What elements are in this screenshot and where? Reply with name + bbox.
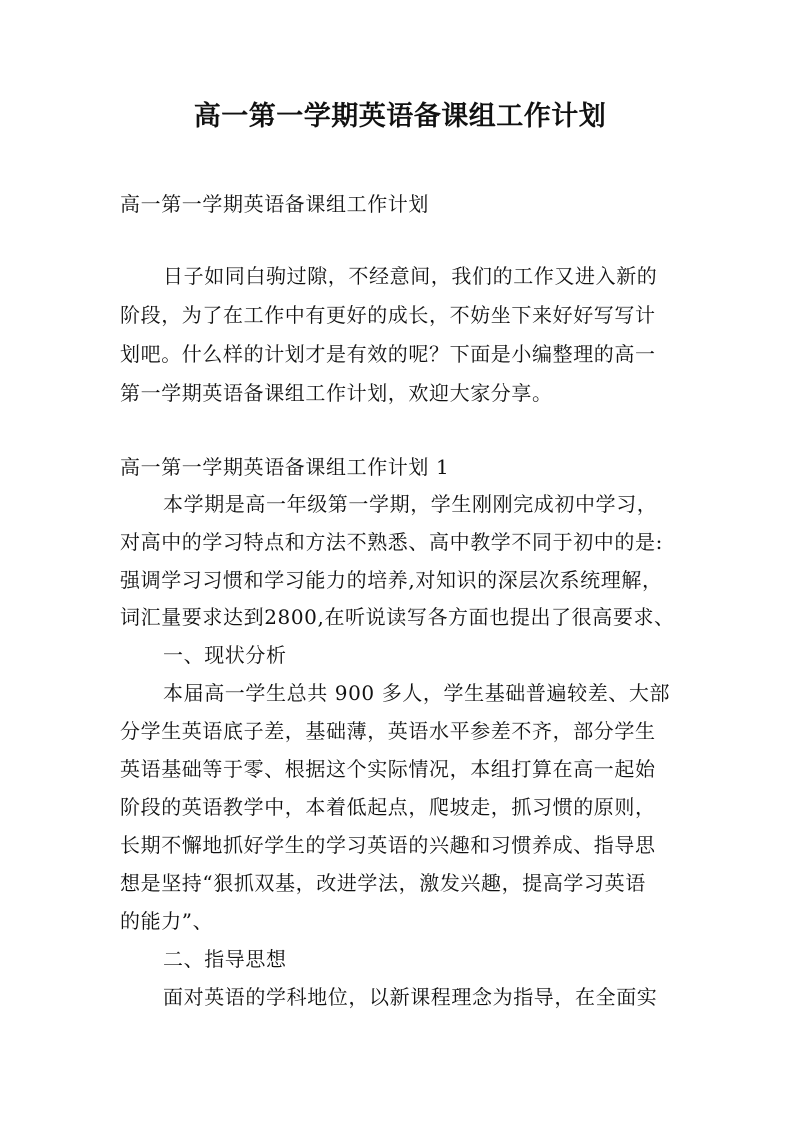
paragraph-line: 面对英语的学科地位，以新课程理念为指导，在全面实 xyxy=(163,985,658,1009)
section-heading-guiding: 二、指导思想 xyxy=(163,947,287,971)
subtitle-line: 高一第一学期英语备课组工作计划 xyxy=(120,192,429,216)
intro-line-1: 日子如同白驹过隙，不经意间，我们的工作又进入新的 xyxy=(163,264,658,288)
paragraph-line: 想是坚持“狠抓双基，改进学法，激发兴趣，提高学习英语 xyxy=(120,871,646,895)
intro-line-4: 第一学期英语备课组工作计划，欢迎大家分享。 xyxy=(120,381,553,405)
section-heading-plan-1: 高一第一学期英语备课组工作计划 1 xyxy=(120,455,450,479)
paragraph-line: 词汇量要求达到2800,在听说读写各方面也提出了很高要求、 xyxy=(120,605,675,629)
document-title: 高一第一学期英语备课组工作计划 xyxy=(193,101,607,132)
paragraph-line: 本学期是高一年级第一学期，学生刚刚完成初中学习， xyxy=(163,492,658,516)
paragraph-line: 分学生英语底子差，基础薄，英语水平参差不齐，部分学生 xyxy=(120,719,656,743)
paragraph-line: 阶段的英语教学中，本着低起点，爬坡走，抓习惯的原则， xyxy=(120,795,656,819)
paragraph-line: 长期不懈地抓好学生的学习英语的兴趣和习惯养成、指导思 xyxy=(120,833,656,857)
paragraph-line: 英语基础等于零、根据这个实际情况，本组打算在高一起始 xyxy=(120,757,656,781)
section-heading-status: 一、现状分析 xyxy=(163,643,287,667)
paragraph-line: 对高中的学习特点和方法不熟悉、高中教学不同于初中的是: xyxy=(120,530,663,554)
paragraph-line: 本届高一学生总共 900 多人，学生基础普遍较差、大部 xyxy=(163,681,671,705)
paragraph-line: 强调学习习惯和学习能力的培养,对知识的深层次系统理解， xyxy=(120,568,663,592)
intro-line-3: 划吧。什么样的计划才是有效的呢？下面是小编整理的高一 xyxy=(120,342,656,366)
paragraph-line: 的能力”、 xyxy=(120,909,214,933)
intro-line-2: 阶段，为了在工作中有更好的成长，不妨坐下来好好写写计 xyxy=(120,303,656,327)
